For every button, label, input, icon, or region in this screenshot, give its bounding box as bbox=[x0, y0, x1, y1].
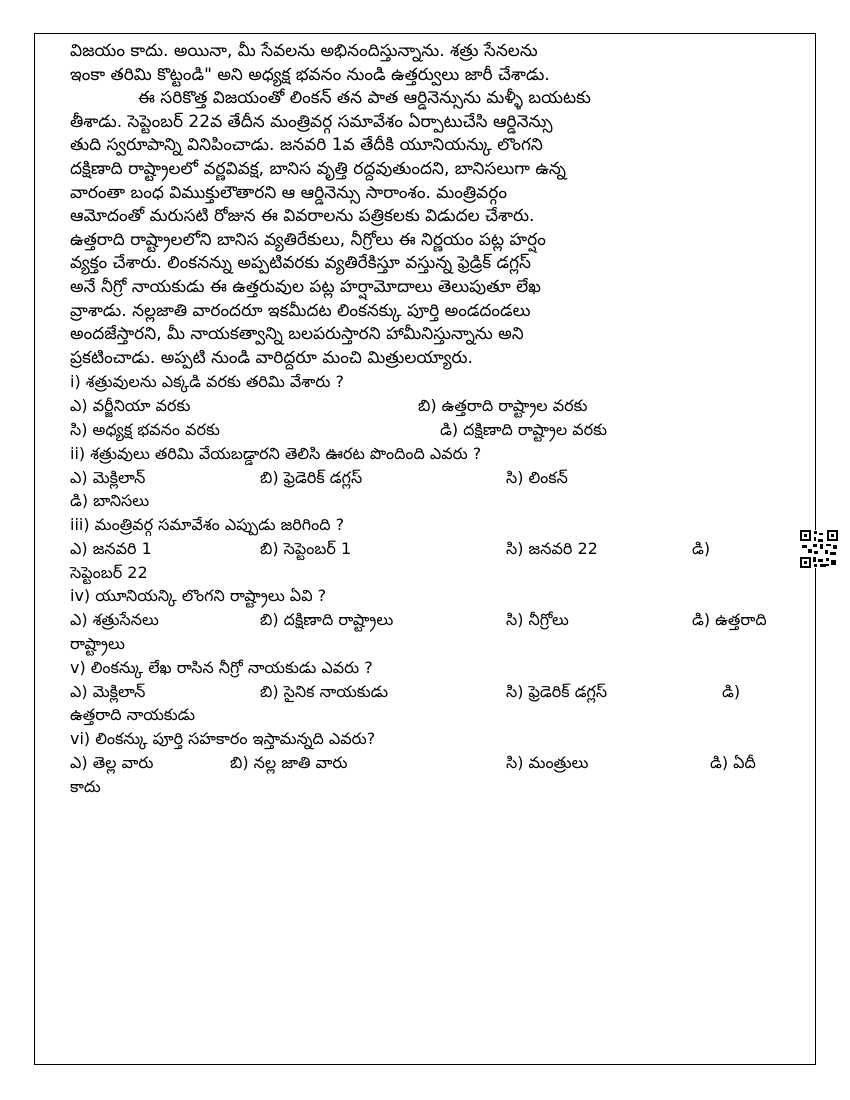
passage-line: దక్షిణాది రాష్ట్రాలలో వర్ణవివక్ష, బానిస వృత్తి రద్దవుతుందని, బానిసలుగా ఉన్న bbox=[70, 158, 566, 179]
question-text: iii) మంత్రివర్గ సమావేశం ఎప్పుడు జరిగింది ? bbox=[70, 515, 345, 535]
question-text: vi) లింకన్కు పూర్తి సహకారం ఇస్తామన్నది ఎవరు? bbox=[70, 729, 376, 749]
passage-line: వ్రాశాడు. నల్లజాతి వారందరూ ఇకమీదట లింకనక్కు పూర్తి అండదండలు bbox=[70, 300, 531, 321]
answer-option: సి) నీగ్రోలు bbox=[506, 610, 569, 630]
answer-option: డి) ఏదీ bbox=[710, 753, 756, 773]
answer-option: సి) మంత్రులు bbox=[506, 753, 589, 773]
answer-option: ఎ) శత్రుసేనలు bbox=[70, 610, 159, 630]
answer-option: డి) ఉత్తరాది bbox=[692, 610, 767, 630]
passage-line: తీశాడు. సెప్టెంబర్ 22వ తేదీన మంత్రివర్గ సమావేశం ఏర్పాటుచేసి ఆర్డినెన్సు bbox=[70, 111, 553, 132]
option-row bbox=[70, 703, 790, 727]
passage bbox=[70, 40, 790, 370]
option-row bbox=[70, 537, 790, 561]
passage-line: విజయం కాదు. అయినా, మీ సేవలను అభినందిస్తున్నాను. శత్రు సేనలను bbox=[70, 41, 538, 61]
answer-option: కాదు bbox=[70, 776, 101, 796]
option-row bbox=[70, 561, 790, 585]
answer-option: ఎ) మెక్లిలాన్ bbox=[70, 467, 146, 487]
option-row bbox=[70, 751, 790, 775]
answer-option: బి) సెప్టెంబర్ 1 bbox=[260, 538, 352, 558]
answer-option: బి) నల్ల జాతి వారు bbox=[230, 753, 348, 773]
answer-option: సి) అధ్యక్ష భవనం వరకు bbox=[70, 419, 220, 439]
answer-option: డి) bbox=[692, 538, 711, 558]
question-text: iv) యూనియన్కి లొంగని రాష్ట్రాలు ఏవి ? bbox=[70, 586, 327, 606]
document-body bbox=[70, 40, 790, 799]
passage-line: అందజేస్తారని, మీ నాయకత్వాన్ని బలపరుస్తారని హామీనిస్తున్నాను అని bbox=[70, 324, 524, 345]
question-text: ii) శత్రువులు తరిమి వేయబడ్డారని తెలిసి ఊరట పొందింది ఎవరు ? bbox=[70, 443, 482, 463]
option-row bbox=[70, 680, 790, 704]
option-row bbox=[70, 632, 790, 656]
answer-option: ఎ) తెల్ల వారు bbox=[70, 753, 154, 773]
answer-option: బి) ఉత్తరాది రాష్ట్రాల వరకు bbox=[418, 396, 588, 416]
question-text: i) శత్రువులను ఎక్కడి వరకు తరిమి వేశారు ? bbox=[70, 372, 344, 392]
answer-option: బి) దక్షిణాది రాష్ట్రాలు bbox=[260, 610, 394, 630]
option-row bbox=[70, 608, 790, 632]
passage-line: తుది స్వరూపాన్ని వినిపించాడు. జనవరి 1వ తేదీకి యూనియన్కు లొంగని bbox=[70, 135, 543, 156]
passage-line: ఉత్తరాది రాష్ట్రాలలోని బానిస వ్యతిరేకులు, నీగ్రోలు ఈ నిర్ణయం పట్ల హర్షం bbox=[70, 229, 546, 250]
answer-option: రాష్ట్రాలు bbox=[70, 634, 125, 654]
answer-option: సెప్టెంబర్ 22 bbox=[70, 562, 148, 582]
passage-line: ఈ సరికొత్త విజయంతో లింకన్ తన పాత ఆర్డినెన్సును మళ్ళీ బయటకు bbox=[138, 88, 591, 109]
answer-option: ఎ) మెక్లిలాన్ bbox=[70, 681, 146, 701]
answer-option: డి) దక్షిణాది రాష్ట్రాల వరకు bbox=[440, 419, 608, 439]
answer-option: సి) లింకన్ bbox=[506, 467, 568, 487]
question-list bbox=[70, 370, 790, 798]
option-row bbox=[70, 466, 790, 490]
answer-option: ఉత్తరాది నాయకుడు bbox=[70, 705, 196, 725]
passage-line: ఇంకా తరిమి కొట్టండి" అని అధ్యక్ష భవనం నుండి ఉత్తర్వులు జారీ చేశాడు. bbox=[70, 64, 550, 85]
option-row bbox=[70, 418, 790, 442]
passage-line: అనే నీగ్రో నాయకుడు ఈ ఉత్తరువుల పట్ల హర్షామోదాలు తెలుపుతూ లేఖ bbox=[70, 276, 542, 297]
option-row bbox=[70, 489, 790, 513]
answer-option: ఎ) జనవరి 1 bbox=[70, 538, 152, 558]
qr-code-icon bbox=[800, 530, 838, 568]
answer-option: ఎ) వర్జీనియా వరకు bbox=[70, 396, 191, 416]
passage-line: వారంతా బంధ విముక్తులౌతారని ఆ ఆర్డినెన్సు సారాంశం. మంత్రివర్గం bbox=[70, 182, 507, 203]
passage-line: ప్రకటించాడు. అప్పటి నుండి వారిద్దరూ మంచి మిత్రులయ్యారు. bbox=[70, 347, 473, 368]
answer-option: బి) సైనిక నాయకుడు bbox=[260, 681, 389, 701]
answer-option: డి) బానిసలు bbox=[70, 491, 150, 511]
question-text: v) లింకన్కు లేఖ రాసిన నీగ్రో నాయకుడు ఎవరు ? bbox=[70, 657, 373, 677]
option-row bbox=[70, 394, 790, 418]
passage-line: ఆమోదంతో మరుసటి రోజున ఈ వివరాలను పత్రికలకు విడుదల చేశారు. bbox=[70, 206, 535, 227]
option-row bbox=[70, 775, 790, 799]
answer-option: డి) bbox=[722, 681, 741, 701]
answer-option: బి) ఫ్రెడెరిక్ డగ్లస్ bbox=[260, 467, 363, 487]
passage-line: వ్యక్తం చేశారు. లింకనన్ను అప్పటివరకు వ్యతిరేకిస్తూ వస్తున్న ఫ్రెడ్రిక్ డగ్లస్ bbox=[70, 253, 531, 274]
answer-option: సి) జనవరి 22 bbox=[506, 538, 598, 558]
answer-option: సి) ఫ్రెడెరిక్ డగ్లస్ bbox=[506, 681, 608, 701]
